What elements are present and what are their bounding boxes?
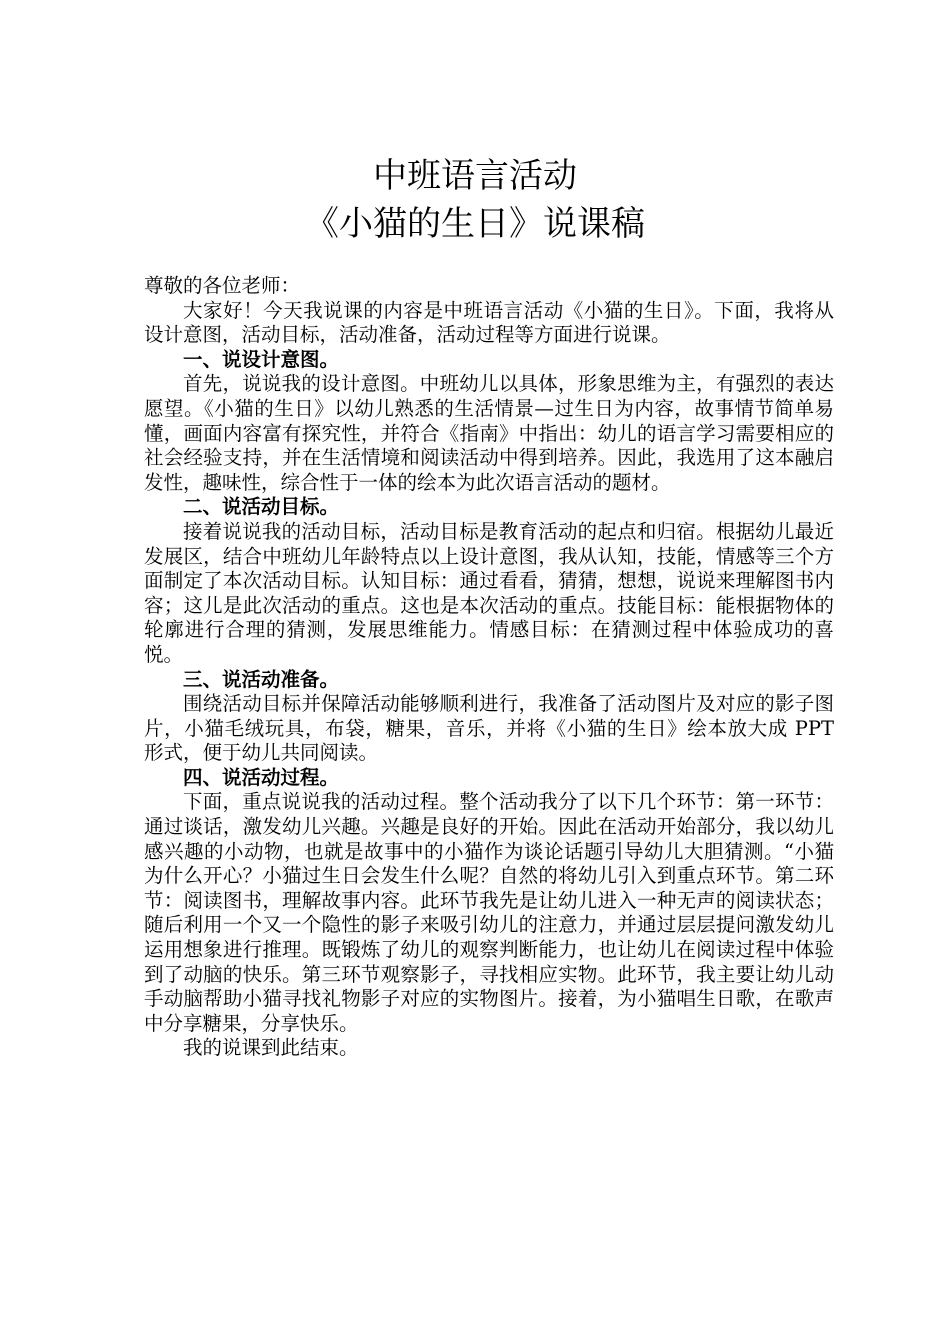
- section-text-goals: 接着说说我的活动目标，活动目标是教育活动的起点和归宿。根据幼儿最近发展区，结合中班幼儿年龄特点以上设计意图，我从认知，技能，情感等三个方面制定了本次活动目标。认知目标：通过看看，猜猜，想想，说说来理解图书内容；这儿是此次活动的重点。这也是本次活动的重点。技能目标：能根据物体的轮廓进行合理的猜测，发展思维能力。情感目标：在猜测过程中体验成功的喜悦。: [144, 519, 834, 666]
- salutation: 尊敬的各位老师：: [144, 274, 301, 297]
- document-body: [144, 274, 834, 1061]
- section-text-design-intent: 首先，说说我的设计意图。中班幼儿以具体，形象思维为主，有强烈的表达愿望。《小猫的生日》以幼儿熟悉的生活情景—过生日为内容，故事情节简单易懂，画面内容富有探究性，并符合《指南》中指出：幼儿的语言学习需要相应的社会经验支持，并在生活情境和阅读活动中得到培养。因此，我选用了这本融启发性，趣味性，综合性于一体的绘本为此次语言活动的题材。: [144, 372, 834, 494]
- section-heading-goals: 二、说活动目标。: [183, 495, 340, 519]
- title-line-2: 《小猫的生日》说课稿: [305, 204, 645, 244]
- section-text-preparation: 围绕活动目标并保障活动能够顺利进行，我准备了活动图片及对应的影子图片，小猫毛绒玩具，布袋，糖果，音乐，并将《小猫的生日》绘本放大成 PPT 形式，便于幼儿共同阅读。: [144, 692, 834, 765]
- section-heading-process: 四、说活动过程。: [183, 765, 340, 789]
- section-heading-preparation: 三、说活动准备。: [183, 667, 340, 691]
- title-line-1: 中班语言活动: [373, 156, 577, 196]
- intro-paragraph: 大家好！今天我说课的内容是中班语言活动《小猫的生日》。下面，我将从设计意图，活动目标，活动准备，活动过程等方面进行说课。: [144, 298, 834, 347]
- section-heading-design-intent: 一、说设计意图。: [183, 347, 340, 371]
- document-title: [0, 152, 950, 248]
- closing-paragraph: 我的说课到此结束。: [183, 1036, 359, 1060]
- section-text-process: 下面，重点说说我的活动过程。整个活动我分了以下几个环节：第一环节：通过谈话，激发幼儿兴趣。兴趣是良好的开始。因此在活动开始部分，我以幼儿感兴趣的小动物，也就是故事中的小猫作为谈论话题引导幼儿大胆猜测。“小猫为什么开心？小猫过生日会发生什么呢？自然的将幼儿引入到重点环节。第二环节：阅读图书，理解故事内容。此环节我先是让幼儿进入一种无声的阅读状态；随后利用一个又一个隐性的影子来吸引幼儿的注意力，并通过层层提问激发幼儿运用想象进行推理。既锻炼了幼儿的观察判断能力，也让幼儿在阅读过程中体验到了动脑的快乐。第三环节观察影子，寻找相应实物。此环节，我主要让幼儿动手动脑帮助小猫寻找礼物影子对应的实物图片。接着，为小猫唱生日歌，在歌声中分享糖果，分享快乐。: [144, 790, 834, 1035]
